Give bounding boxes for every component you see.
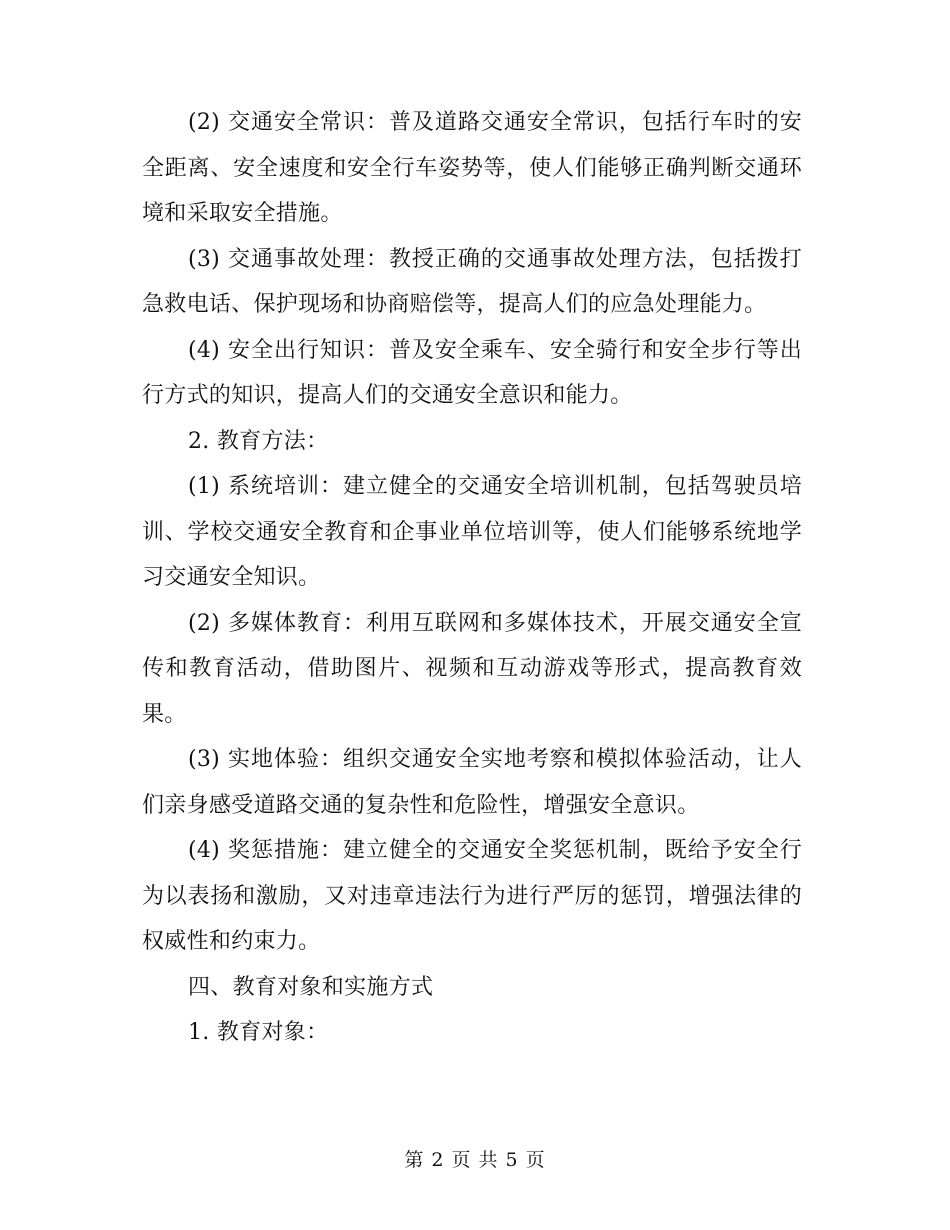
section-heading-education-targets: 四、教育对象和实施方式 bbox=[188, 974, 434, 1000]
page-body bbox=[142, 100, 802, 1056]
paragraph-field-experience: (3) 实地体验：组织交通安全实地考察和模拟体验活动，让人们亲身感受道路交通的复杂性和危险性，增强安全意识。 bbox=[142, 747, 802, 818]
paragraph-traffic-safety-knowledge: (2) 交通安全常识：普及道路交通安全常识，包括行车时的安全距离、安全速度和安全行车姿势等，使人们能够正确判断交通环境和采取安全措施。 bbox=[142, 110, 802, 226]
paragraph-accident-handling: (3) 交通事故处理：教授正确的交通事故处理方法，包括拨打急救电话、保护现场和协商赔偿等，提高人们的应急处理能力。 bbox=[142, 246, 802, 317]
heading-education-targets: 1. 教育对象： bbox=[188, 1020, 329, 1045]
paragraph-safe-travel-knowledge: (4) 安全出行知识：普及安全乘车、安全骑行和安全步行等出行方式的知识，提高人们的交通安全意识和能力。 bbox=[142, 337, 802, 408]
paragraph-reward-punishment: (4) 奖惩措施：建立健全的交通安全奖惩机制，既给予安全行为以表扬和激励，又对违章违法行为进行严厉的惩罚，增强法律的权威性和约束力。 bbox=[142, 838, 802, 954]
page-number-footer: 第 2 页 共 5 页 bbox=[404, 1149, 546, 1171]
paragraph-system-training: (1) 系统培训：建立健全的交通安全培训机制，包括驾驶员培训、学校交通安全教育和企事业单位培训等，使人们能够系统地学习交通安全知识。 bbox=[142, 474, 802, 590]
paragraph-multimedia-education: (2) 多媒体教育：利用互联网和多媒体技术，开展交通安全宣传和教育活动，借助图片、视频和互动游戏等形式，提高教育效果。 bbox=[142, 610, 802, 727]
heading-education-methods: 2. 教育方法： bbox=[188, 428, 329, 454]
